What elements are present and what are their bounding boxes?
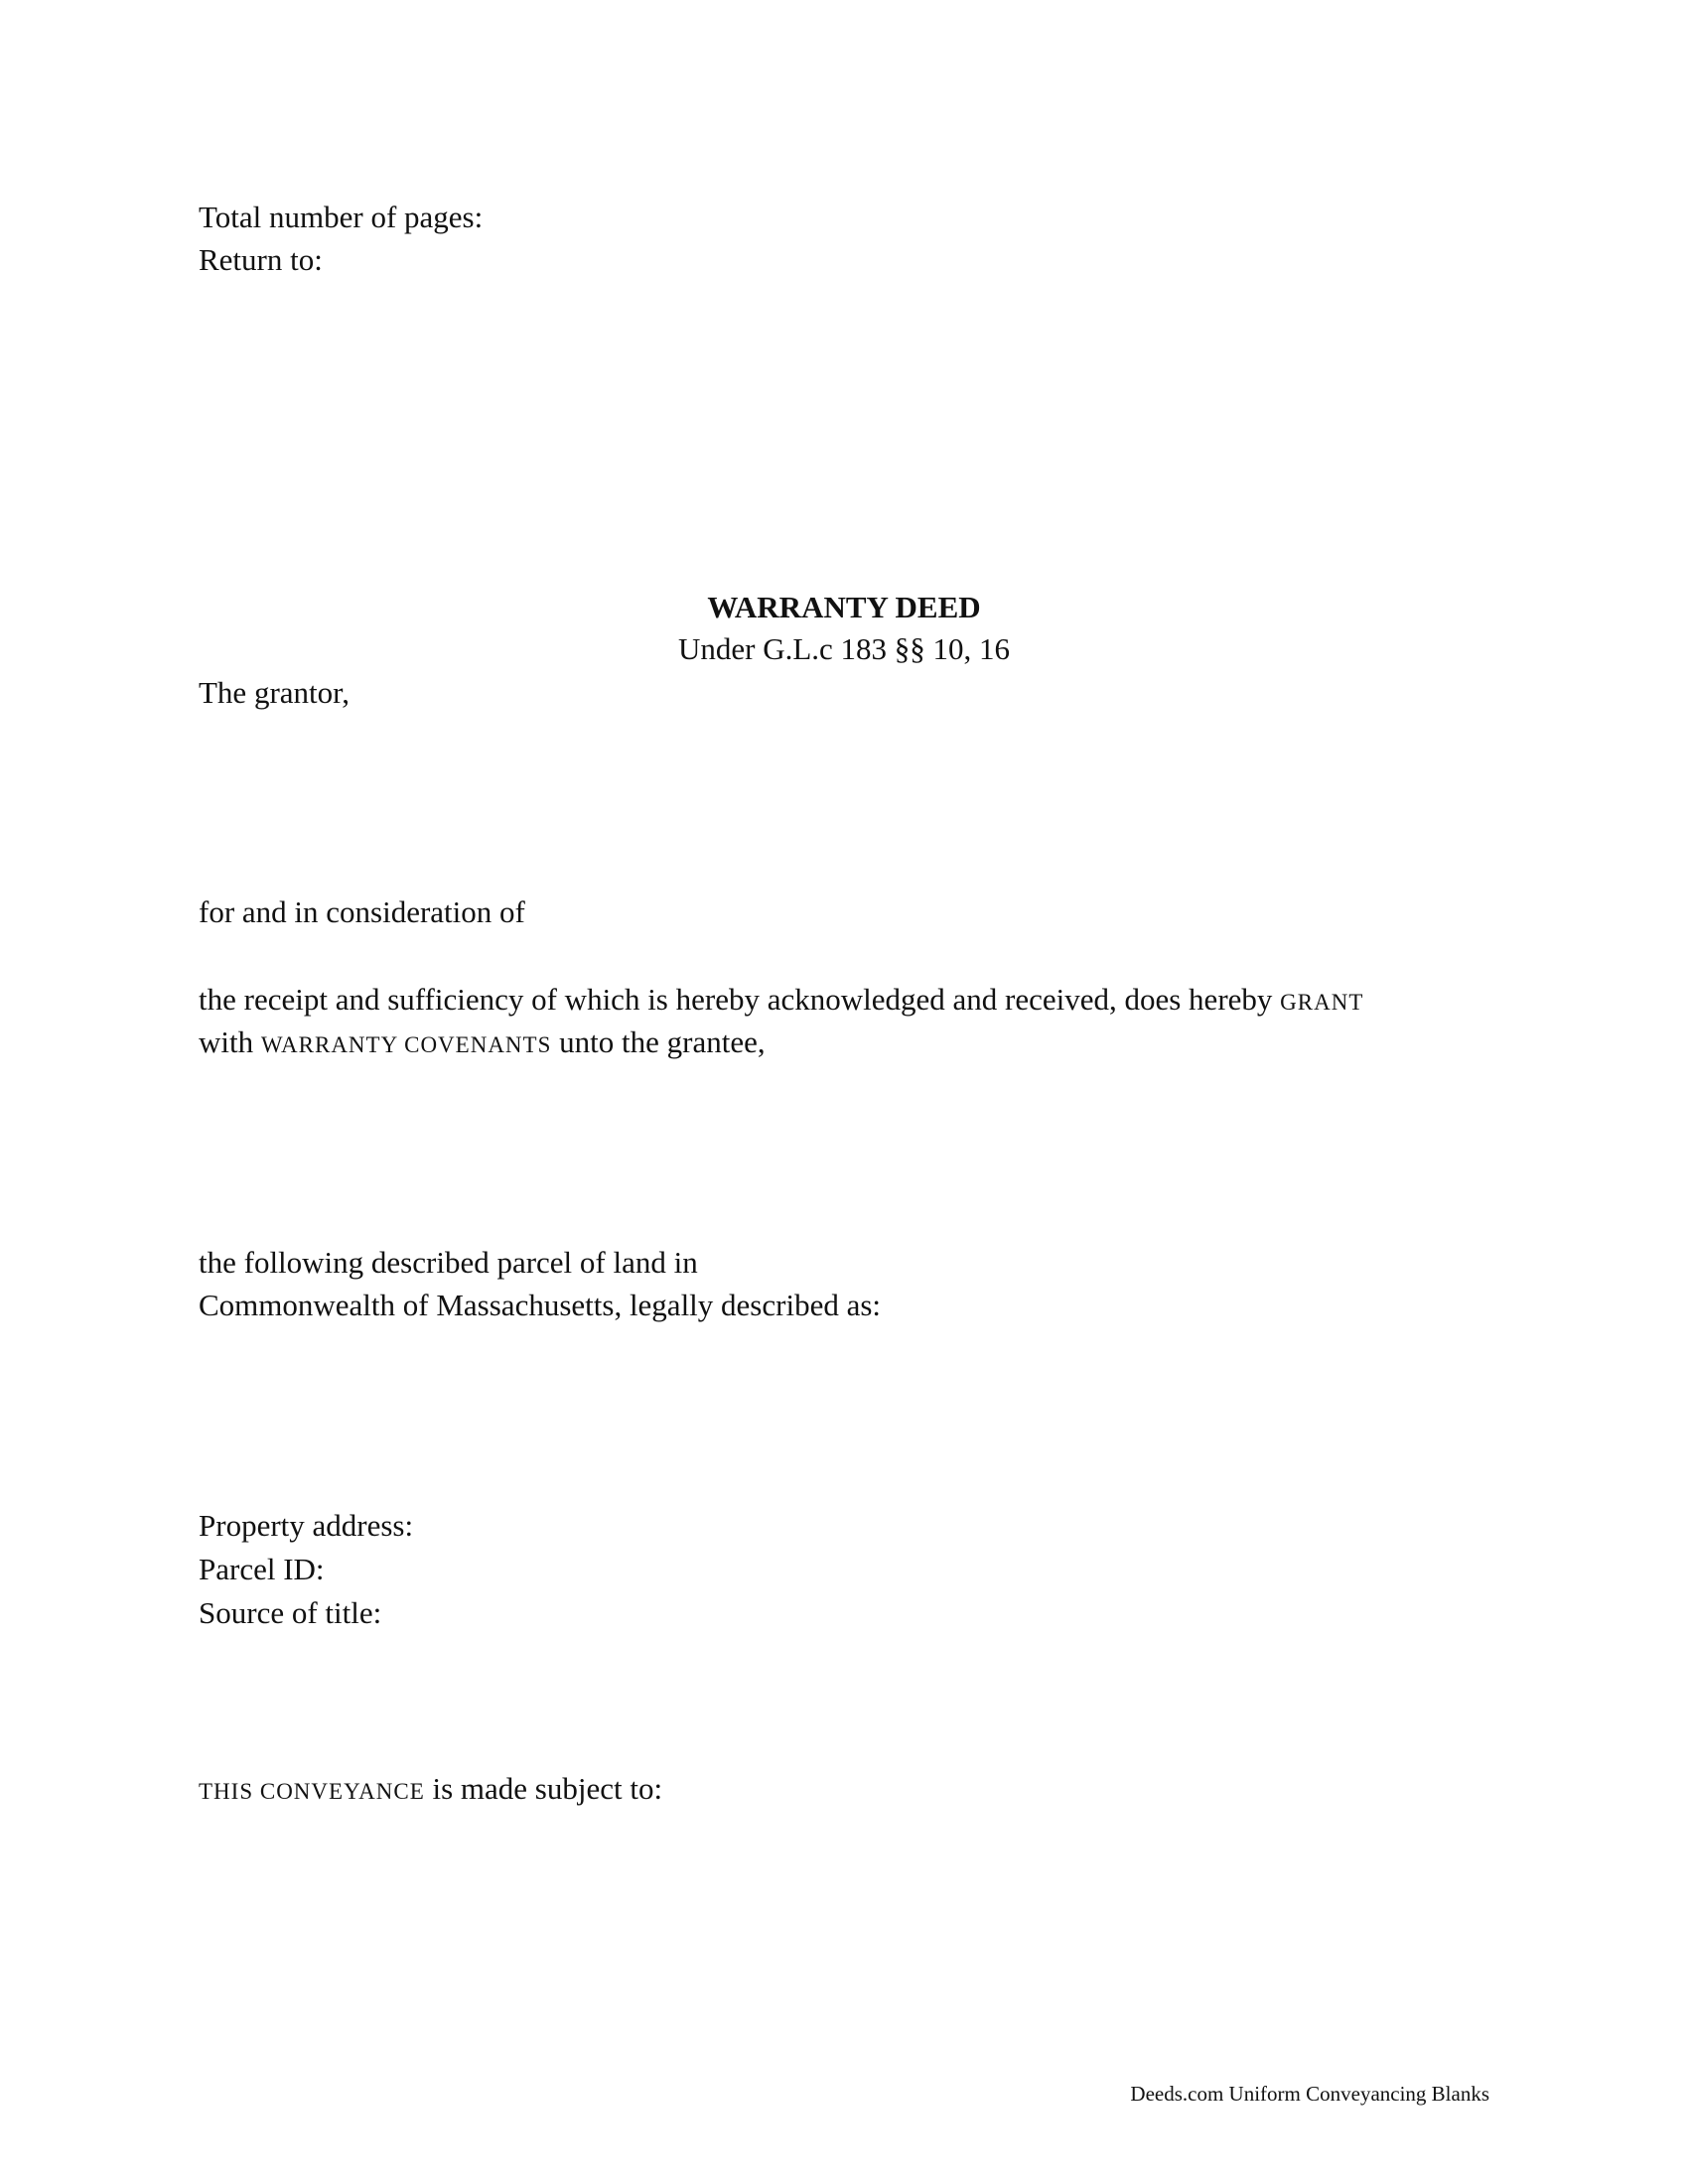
source-of-title-label: Source of title: xyxy=(199,1595,382,1630)
receipt-line-2 xyxy=(199,1021,766,1067)
return-to-label: Return to: xyxy=(199,242,323,277)
document-title: WARRANTY DEED xyxy=(707,590,981,624)
conveyance-rest: is made subject to: xyxy=(424,1771,663,1806)
conveyance-line xyxy=(199,1767,662,1814)
receipt-line-2-text: with xyxy=(199,1024,261,1059)
document-subtitle: Under G.L.c 183 §§ 10, 16 xyxy=(677,631,1011,666)
receipt-line-1 xyxy=(199,978,1363,1024)
parcel-line-2: Commonwealth of Massachusetts, legally described as: xyxy=(199,1288,882,1322)
receipt-line-1-text: the receipt and sufficiency of which is hereby acknowledged and received, does hereby xyxy=(199,982,1281,1017)
parcel-line-1: the following described parcel of land in xyxy=(199,1245,698,1280)
consideration-label: for and in consideration of xyxy=(199,894,525,929)
property-address-label: Property address: xyxy=(199,1508,414,1543)
receipt-line-2-rest: unto the grantee, xyxy=(551,1024,766,1059)
warranty-covenants-smallcaps: WARRANTY COVENANTS xyxy=(260,1032,552,1057)
total-pages-label: Total number of pages: xyxy=(199,200,484,234)
footer-credit: Deeds.com Uniform Conveyancing Blanks xyxy=(1130,2082,1489,2106)
grantor-label: The grantor, xyxy=(199,675,350,710)
parcel-id-label: Parcel ID: xyxy=(199,1552,325,1586)
this-conveyance-smallcaps: THIS CONVEYANCE xyxy=(199,1779,425,1804)
grant-smallcaps: GRANT xyxy=(1280,990,1364,1015)
